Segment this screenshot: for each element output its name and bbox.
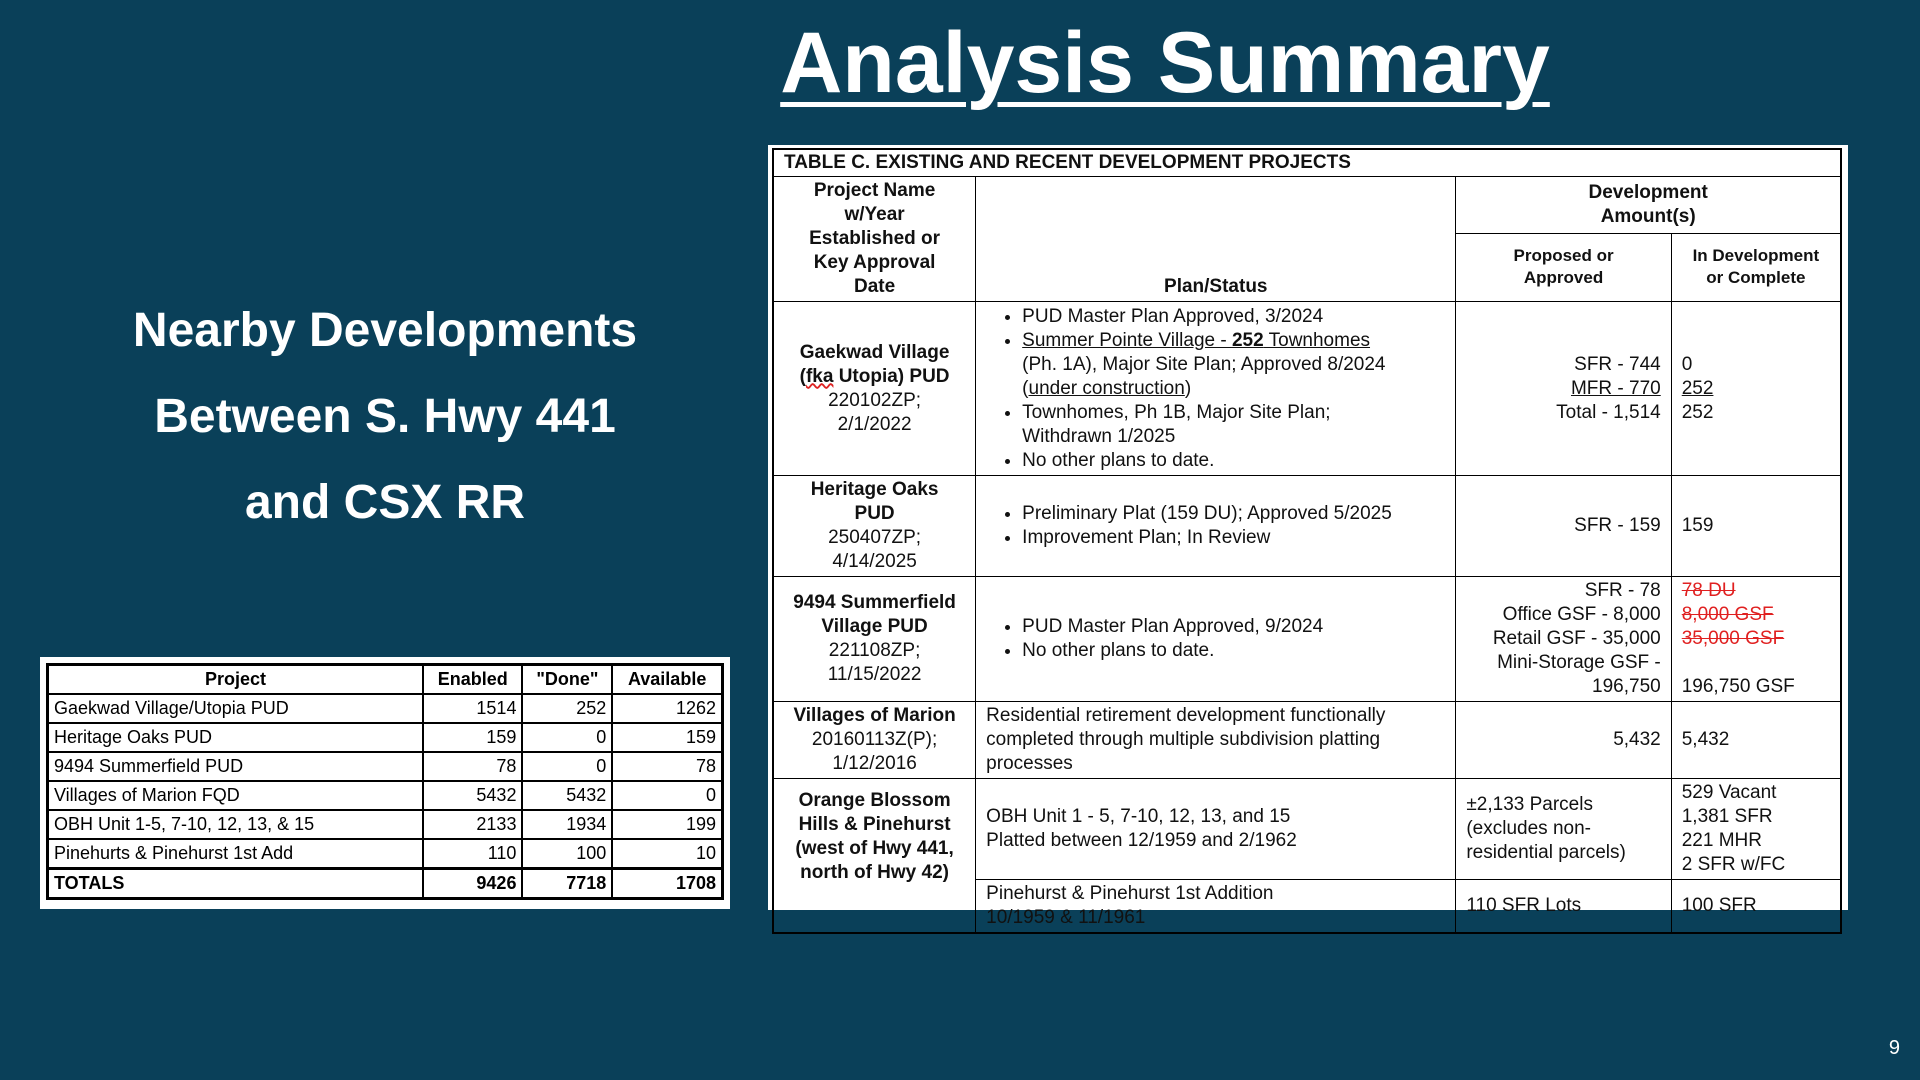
summary-header-available: Available	[612, 665, 722, 695]
plan-status-cell: • PUD Master Plan Approved, 9/2024 • No other plans to date.	[976, 577, 1456, 702]
table-c-container	[768, 145, 1848, 928]
table-c-caption-row	[773, 149, 1841, 177]
proposed-cell: 5,432	[1456, 702, 1671, 779]
table-row	[48, 694, 723, 723]
proposed-cell: SFR - 744 MFR - 770 Total - 1,514	[1456, 302, 1671, 476]
table-c-header-row	[773, 177, 1841, 234]
subtitle	[60, 288, 710, 546]
table-cell: Pinehurts & Pinehurst 1st Add	[48, 839, 424, 869]
table-row-heritage	[773, 476, 1841, 577]
plan-status-cell: • Preliminary Plat (159 DU); Approved 5/2025 • Improvement Plan; In Review	[976, 476, 1456, 577]
table-cell: 1262	[612, 694, 722, 723]
table-cell: 78	[423, 752, 522, 781]
table-c-caption: TABLE C. EXISTING AND RECENT DEVELOPMENT PROJECTS	[773, 149, 1841, 177]
totals-done: 7718	[522, 869, 612, 899]
table-cell: 0	[612, 781, 722, 810]
header-project-name: Project Name w/Year Established or Key Approval Date	[773, 177, 976, 302]
table-cell: 78	[612, 752, 722, 781]
table-c	[772, 148, 1842, 934]
in-development-cell: 5,432	[1671, 702, 1841, 779]
table-cell: OBH Unit 1-5, 7-10, 12, 13, & 15	[48, 810, 424, 839]
subtitle-line-2: Between S. Hwy 441	[154, 390, 616, 443]
proposed-cell: SFR - 78 Office GSF - 8,000 Retail GSF - 35,000 Mini-Storage GSF - 196,750	[1456, 577, 1671, 702]
page-number: 9	[1888, 1037, 1900, 1059]
table-cell: 159	[612, 723, 722, 752]
table-row	[48, 781, 723, 810]
table-cell: 199	[612, 810, 722, 839]
table-cell: 0	[522, 752, 612, 781]
table-row-gaekwad	[773, 302, 1841, 476]
table-cell: 100	[522, 839, 612, 869]
table-cell: 5432	[423, 781, 522, 810]
table-cell: Heritage Oaks PUD	[48, 723, 424, 752]
table-cell: 159	[423, 723, 522, 752]
table-cell: 1934	[522, 810, 612, 839]
table-row	[48, 752, 723, 781]
table-cell: 252	[522, 694, 612, 723]
project-name-cell: 9494 Summerfield Village PUD 221108ZP; 11/15/2022	[773, 577, 976, 702]
header-in-development: In Development or Complete	[1671, 233, 1841, 301]
header-plan-status: Plan/Status	[976, 177, 1456, 302]
table-row	[48, 839, 723, 869]
subtitle-line-1: Nearby Developments	[132, 304, 638, 357]
slide-title: Analysis Summary	[780, 15, 1550, 111]
plan-status-cell: OBH Unit 1 - 5, 7-10, 12, 13, and 15 Platted between 12/1959 and 2/1962	[976, 779, 1456, 880]
summary-header-row	[48, 665, 723, 695]
table-cell: 110	[423, 839, 522, 869]
project-name-cell: Heritage Oaks PUD 250407ZP; 4/14/2025	[773, 476, 976, 577]
table-cell: 5432	[522, 781, 612, 810]
summary-table	[46, 663, 724, 900]
table-cell: 1514	[423, 694, 522, 723]
totals-row	[48, 869, 723, 899]
header-development-amounts: Development Amount(s)	[1456, 177, 1841, 234]
table-row	[48, 810, 723, 839]
project-name-cell: Villages of Marion 20160113Z(P); 1/12/2016	[773, 702, 976, 779]
in-development-cell: 100 SFR	[1671, 880, 1841, 934]
proposed-cell: 110 SFR Lots	[1456, 880, 1671, 934]
project-name-cell: Gaekwad Village (fka Utopia) PUD 220102ZP; 2/1/2022	[773, 302, 976, 476]
totals-enabled: 9426	[423, 869, 522, 899]
table-cell: 9494 Summerfield PUD	[48, 752, 424, 781]
summary-header-enabled: Enabled	[423, 665, 522, 695]
summary-header-project: Project	[48, 665, 424, 695]
in-development-cell: 159	[1671, 476, 1841, 577]
table-row	[48, 723, 723, 752]
summary-header-done: "Done"	[522, 665, 612, 695]
proposed-cell: ±2,133 Parcels (excludes non- residential parcels)	[1456, 779, 1671, 880]
plan-status-cell: Residential retirement development functionally completed through multiple subdivision platting processes	[976, 702, 1456, 779]
header-proposed-approved: Proposed or Approved	[1456, 233, 1671, 301]
table-cell: 2133	[423, 810, 522, 839]
totals-available: 1708	[612, 869, 722, 899]
table-row-summerfield	[773, 577, 1841, 702]
table-cell: Villages of Marion FQD	[48, 781, 424, 810]
plan-status-cell: Pinehurst & Pinehurst 1st Addition 10/1959 & 11/1961	[976, 880, 1456, 934]
in-development-cell: 529 Vacant 1,381 SFR 221 MHR 2 SFR w/FC	[1671, 779, 1841, 880]
in-development-cell: 0 252 252	[1671, 302, 1841, 476]
in-development-cell: 78 DU 8,000 GSF 35,000 GSF 196,750 GSF	[1671, 577, 1841, 702]
table-cell: Gaekwad Village/Utopia PUD	[48, 694, 424, 723]
table-row-marion	[773, 702, 1841, 779]
summary-table-container	[40, 657, 730, 909]
project-name-cell: Orange Blossom Hills & Pinehurst (west of Hwy 441, north of Hwy 42)	[773, 779, 976, 934]
subtitle-line-3: and CSX RR	[244, 476, 526, 529]
plan-status-cell: • PUD Master Plan Approved, 3/2024 • Summer Pointe Village - 252 Townhomes (Ph. 1A), Major Site Plan; Approved 8/2024 (under construction) • Townhomes, Ph 1B, Major Site Plan; Withdrawn 1/2025 • No other plans to date.	[976, 302, 1456, 476]
totals-label: TOTALS	[48, 869, 424, 899]
table-cell: 0	[522, 723, 612, 752]
proposed-cell: SFR - 159	[1456, 476, 1671, 577]
table-row-obh	[773, 779, 1841, 880]
table-cell: 10	[612, 839, 722, 869]
